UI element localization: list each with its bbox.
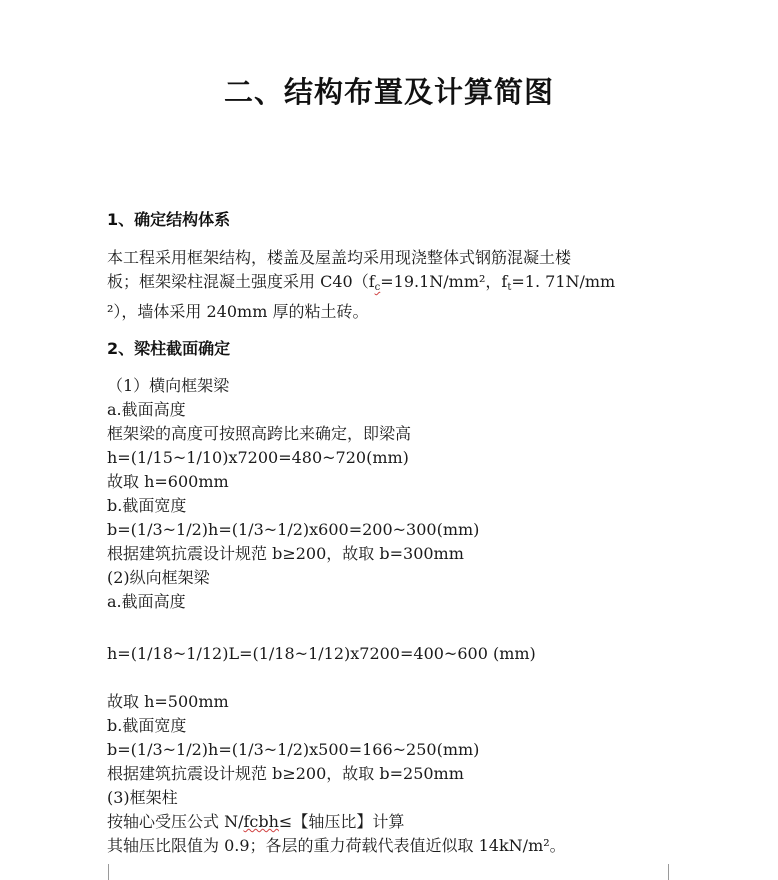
- body-line: 根据建筑抗震设计规范 b≥200，故取 b=300mm: [107, 544, 464, 563]
- body-line: (2)纵向框架梁: [107, 568, 210, 587]
- formula-line: h=(1/18~1/12)L=(1/18~1/12)x7200=400~600 (mm): [107, 644, 536, 663]
- body-line: 故取 h=600mm: [107, 472, 229, 491]
- body-line: b=(1/3~1/2)h=(1/3~1/2)x500=166~250(mm): [107, 740, 480, 759]
- subscript: t: [507, 282, 512, 293]
- section-1-heading: 1、确定结构体系: [107, 210, 231, 229]
- text-run: 板；框架梁柱混凝土强度采用 C40（f: [107, 272, 375, 291]
- text-run: ≤【轴压比】计算: [278, 812, 405, 831]
- body-line: 故取 h=500mm: [107, 692, 229, 711]
- body-line: b=(1/3~1/2)h=(1/3~1/2)x600=200~300(mm): [107, 520, 480, 539]
- body-line: b.截面宽度: [107, 716, 187, 735]
- paragraph-line: ²），墙体采用 240mm 厚的粘土砖。: [107, 302, 369, 321]
- body-line: （1）横向框架梁: [107, 376, 230, 395]
- body-line: 框架梁的高度可按照高跨比来确定，即梁高: [107, 424, 412, 443]
- body-line: a.截面高度: [107, 400, 186, 419]
- page-corner-marker-left: [86, 864, 109, 880]
- section-2-body: [107, 374, 667, 614]
- text-run: =1. 71N/mm: [511, 272, 616, 291]
- section-2-body-2: [107, 690, 667, 858]
- body-line: h=(1/15~1/10)x7200=480~720(mm): [107, 448, 409, 467]
- subscript: c: [374, 282, 381, 293]
- body-line: 根据建筑抗震设计规范 b≥200，故取 b=250mm: [107, 764, 464, 783]
- formula-long: [107, 642, 667, 666]
- text-run: =19.1N/mm²，f: [380, 272, 508, 291]
- axial-formula-line: [107, 810, 667, 834]
- page-title: 二、结构布置及计算简图: [223, 75, 554, 109]
- section-2: [107, 336, 667, 359]
- body-line: a.截面高度: [107, 592, 186, 611]
- section-1-paragraph: [107, 246, 667, 324]
- body-line: 其轴压比限值为 0.9；各层的重力荷载代表值近似取 14kN/m²。: [107, 836, 566, 855]
- paragraph-line: [107, 270, 667, 300]
- page-corner-marker-right: [668, 864, 691, 880]
- paragraph-line: 本工程采用框架结构，楼盖及屋盖均采用现浇整体式钢筋混凝土楼: [107, 248, 572, 267]
- section-2-heading: 2、梁柱截面确定: [107, 339, 231, 358]
- spellcheck-word: fcbh: [243, 812, 279, 831]
- body-line: b.截面宽度: [107, 496, 187, 515]
- body-line: (3)框架柱: [107, 788, 178, 807]
- text-run: 按轴心受压公式 N/: [107, 812, 244, 831]
- section-1: [107, 207, 667, 230]
